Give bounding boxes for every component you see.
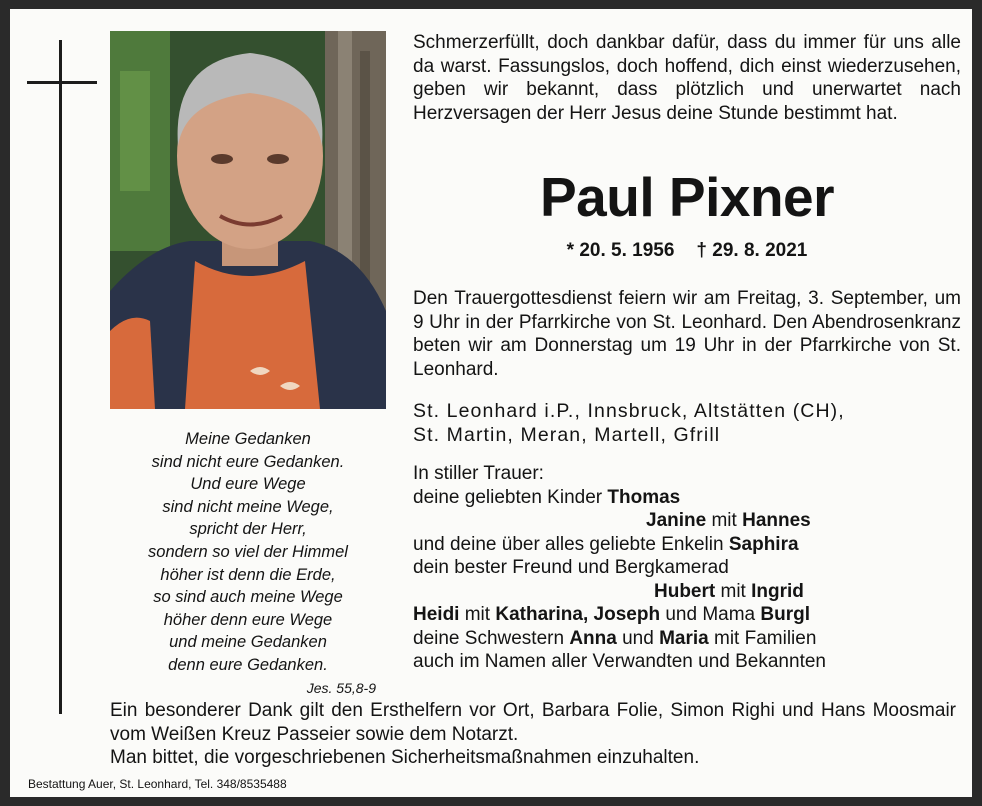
verse-line: Und eure Wege [190,475,306,494]
mourner-line [413,603,961,627]
verse-line: spricht der Herr, [189,520,307,539]
portrait-photo [110,31,386,409]
places-line: St. Leonhard i.P., Innsbruck, Altstätten (CH), [413,400,845,422]
life-dates [413,239,961,263]
funeral-info: Den Trauergottesdienst feiern wir am Freitag, 3. September, um 9 Uhr in der Pfarrkirche von St. Leonhard. Den Abendrosenkranz beten wir am Donnerstag um 19 Uhr in der Pfarrkirche von St. Leonhard. [413,288,961,380]
obituary-card [10,9,972,797]
mourner-line: dein bester Freund und Bergkamerad [413,557,729,578]
intro-text: Schmerzerfüllt, doch dankbar dafür, dass du immer für uns alle da warst. Fassungslos, doch hoffend, dich einst wiederzusehen, geben wir bekannt, dass plötzlich und unerwartet nach Herzversagen der Herr Jesus deine Stunde bestimmt hat. [413,32,961,124]
verse-line: sondern so viel der Himmel [148,542,348,561]
mourner-name: Katharina, Joseph [495,604,661,625]
verse-line: und meine Gedanken [169,633,327,652]
places-line: St. Martin, Meran, Martell, Gfrill [413,423,721,446]
mourner-line [413,509,961,533]
mourner-name: Janine [646,510,707,531]
places-list [413,400,961,447]
verse-reference: Jes. 55,8-9 [306,679,376,696]
verse-line: höher denn eure Wege [163,610,333,629]
mourner-text: und deine über alles geliebte Enkelin [413,533,729,555]
mourner-name: Ingrid [751,580,804,602]
cross-icon [59,40,62,714]
safety-notice: Man bittet, die vorgeschriebenen Sicherheitsmaßnahmen einzuhalten. [110,747,700,768]
mourner-text: und [616,627,660,649]
mourner-line [413,627,961,651]
birth-date: * 20. 5. 1956 [566,240,675,261]
mourner-text: deine Schwestern [413,627,570,649]
verse-line: höher ist denn die Erde, [160,565,336,584]
mourner-text: mit [715,580,752,602]
mourner-line [413,533,961,557]
thanks-paragraph: Ein besonderer Dank gilt den Ersthelfern vor Ort, Barbara Folie, Simon Righi und Hans Moosmair vom Weißen Kreuz Passeier sowie dem Notarzt. [110,700,956,745]
mourner-text: mit [706,510,743,531]
mourner-name: Burgl [760,604,810,625]
mourner-line [413,580,961,604]
thanks-note [110,699,956,770]
mourner-line: auch im Namen aller Verwandten und Bekannten [413,651,826,672]
mourner-name: Saphira [728,533,799,555]
verse-line: sind nicht meine Wege, [162,497,334,516]
mourner-text: mit Familien [708,627,817,649]
verse-line: sind nicht eure Gedanken. [151,452,345,471]
verse-line: denn eure Gedanken. [168,655,328,674]
mourner-name: Maria [659,627,709,649]
death-date: † 29. 8. 2021 [696,240,808,261]
mourner-name: Anna [569,627,617,649]
mourner-text: mit [459,604,496,625]
mourner-name: Hannes [742,510,811,531]
mourner-name: Hubert [654,580,716,602]
mourners-heading: In stiller Trauer: [413,463,544,484]
mourner-line [413,486,961,510]
deceased-name: Paul Pixner [539,166,835,228]
verse-line: so sind auch meine Wege [153,588,343,607]
verse-line: Meine Gedanken [185,430,311,448]
mourners-list [413,462,961,674]
mourner-name: Thomas [607,486,681,508]
funeral-home-footer: Bestattung Auer, St. Leonhard, Tel. 348/8535488 [28,777,287,791]
bible-verse [110,428,386,699]
mourner-text: und Mama [660,604,761,625]
cross-icon-bar [27,81,97,84]
mourner-text: deine geliebten Kinder [413,486,608,508]
mourner-name: Heidi [413,604,460,625]
